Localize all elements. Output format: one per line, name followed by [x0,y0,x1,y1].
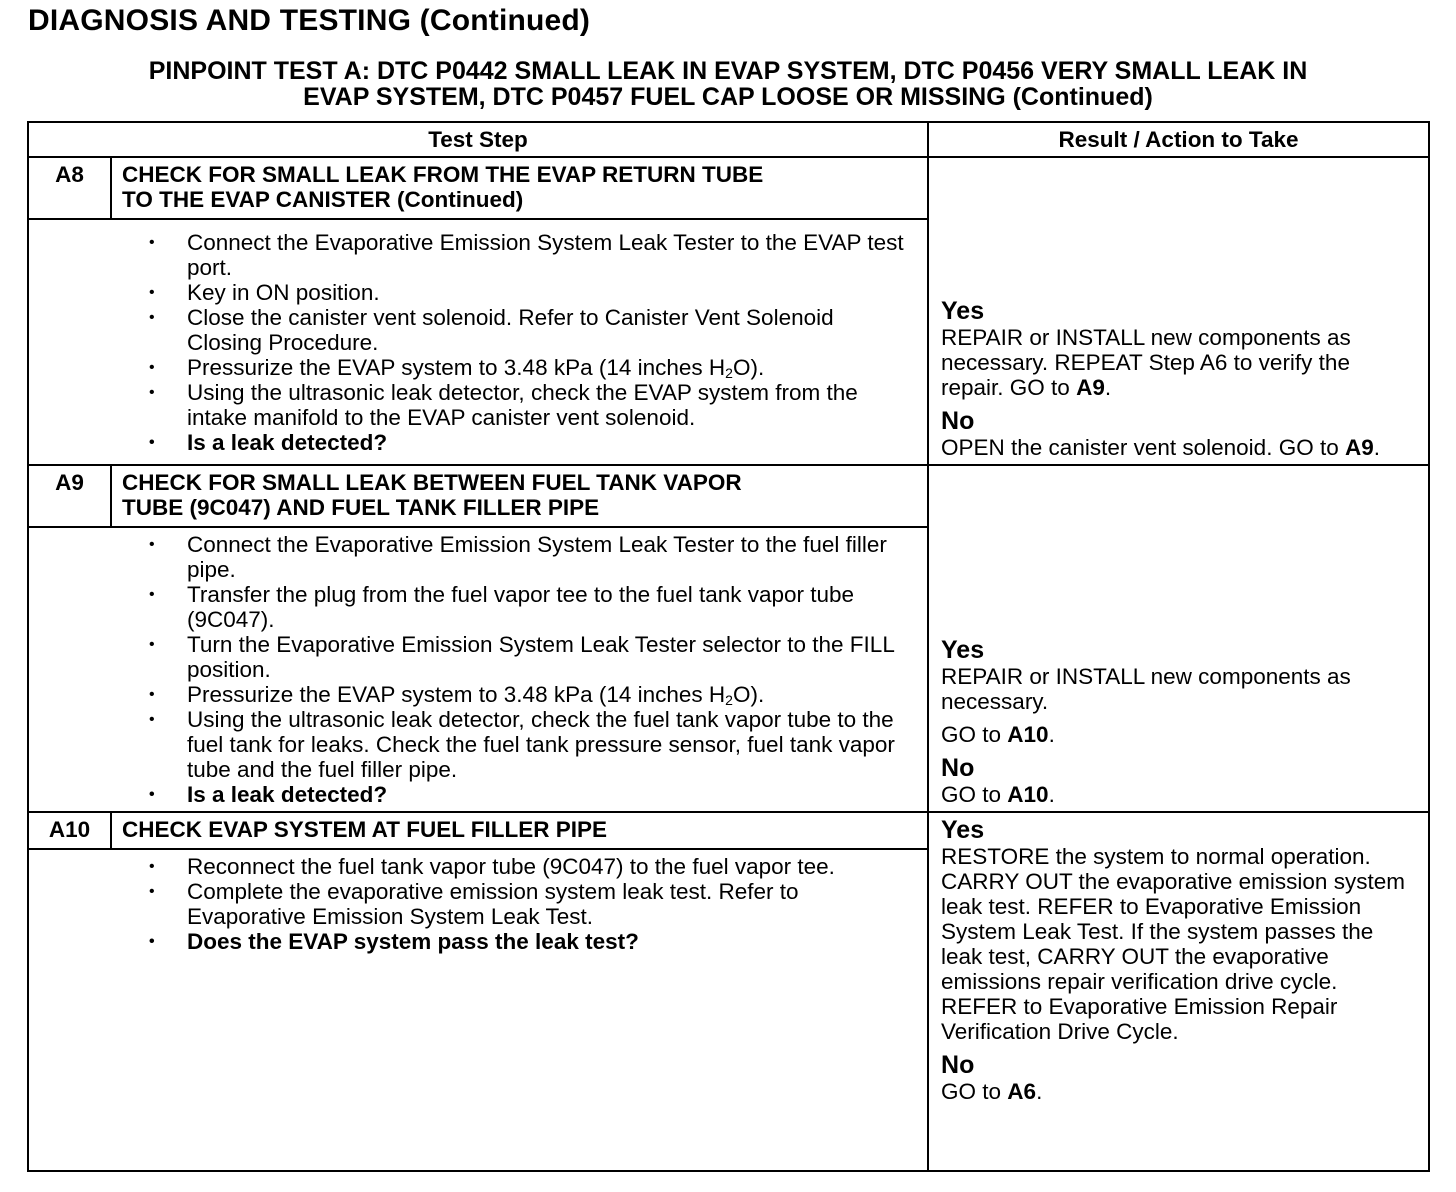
list-item: • Complete the evaporative emission system leak test. Refer to Evaporative Emission System Leak Test. [147,879,911,929]
instruction-list [147,230,911,455]
step-a8-result [928,157,1429,465]
header-test-step: Test Step [28,122,928,157]
step-a8-instructions [28,219,928,465]
list-item: • Using the ultrasonic leak detector, check the EVAP system from the intake manifold to the EVAP canister vent solenoid. [147,380,911,430]
step-heading-line: CHECK FOR SMALL LEAK FROM THE EVAP RETURN TUBE [122,162,764,187]
yes-label: Yes [941,636,985,664]
step-id: A10 [28,812,111,849]
instruction-list [147,532,911,807]
step-heading-line: TO THE EVAP CANISTER (Continued) [122,187,524,212]
step-a8-heading-row [28,157,1429,219]
yes-action: RESTORE the system to normal operation. CARRY OUT the evaporative emission system leak test. REFER to Evaporative Emission System Leak Test. If the system passes the leak test, CARRY OUT the evaporative emissions repair verification drive cycle. REFER to Evaporative Emission Repair Verification Drive Cycle. [941,844,1405,1044]
step-a10-result [928,812,1429,1171]
list-item: • Connect the Evaporative Emission System Leak Tester to the EVAP test port. [147,230,911,280]
pinpoint-test-title [28,58,1428,110]
step-reference: A10 [1007,782,1049,807]
step-id: A9 [28,465,111,527]
no-label: No [941,407,975,435]
step-reference: A6 [1007,1079,1037,1104]
list-item: • Pressurize the EVAP system to 3.48 kPa (14 inches $H_2O$). [147,682,911,707]
list-item: • Turn the Evaporative Emission System Leak Tester selector to the FILL position. [147,632,911,682]
header-result-action: Result / Action to Take [928,122,1429,157]
list-item: • Transfer the plug from the fuel vapor tee to the fuel tank vapor tube (9C047). [147,582,911,632]
step-id: A8 [28,157,111,219]
step-a10-instructions [28,849,928,1171]
step-question: • Does the EVAP system pass the leak test? [147,929,911,954]
step-heading [111,157,928,219]
step-question: • Is a leak detected? [147,782,911,807]
list-item: • Using the ultrasonic leak detector, check the fuel tank vapor tube to the fuel tank for leaks. Check the fuel tank pressure sensor, fuel tank vapor tube and the fuel filler pipe. [147,707,911,782]
step-a9-heading-row [28,465,1429,527]
no-action: OPEN the canister vent solenoid. GO to A9. [941,435,1380,460]
yes-label: Yes [941,816,985,844]
test-title-line-1: PINPOINT TEST A: DTC P0442 SMALL LEAK IN EVAP SYSTEM, DTC P0456 VERY SMALL LEAK IN [148,57,1308,85]
step-heading [111,465,928,527]
list-item: • Pressurize the EVAP system to 3.48 kPa (14 inches $H_2O$). [147,355,911,380]
step-a9-result [928,465,1429,812]
no-action: GO to A6. [941,1079,1043,1104]
list-item: • Reconnect the fuel tank vapor tube (9C047) to the fuel vapor tee. [147,854,911,879]
yes-action: REPAIR or INSTALL new components as necessary. REPEAT Step A6 to verify the repair. GO to A9. [941,325,1351,400]
step-a10-heading-row [28,812,1429,849]
instruction-list [147,854,911,954]
goto-action: GO to A10. [941,722,1055,747]
step-heading-line: TUBE (9C047) AND FUEL TANK FILLER PIPE [122,495,600,520]
test-title-line-2: EVAP SYSTEM, DTC P0457 FUEL CAP LOOSE OR MISSING (Continued) [303,83,1153,111]
step-a9-instructions [28,527,928,812]
step-heading-line: CHECK EVAP SYSTEM AT FUEL FILLER PIPE [122,817,608,842]
step-heading-line: CHECK FOR SMALL LEAK BETWEEN FUEL TANK VAPOR [122,470,742,495]
no-label: No [941,1051,975,1079]
yes-action: REPAIR or INSTALL new components as necessary. [941,664,1351,714]
list-item: • Key in ON position. [147,280,911,305]
yes-label: Yes [941,297,985,325]
step-reference: A9 [1344,435,1374,460]
pinpoint-test-table [27,121,1430,1172]
step-question: • Is a leak detected? [147,430,911,455]
step-heading [111,812,928,849]
no-action: GO to A10. [941,782,1055,807]
list-item: • Connect the Evaporative Emission System Leak Tester to the fuel filler pipe. [147,532,911,582]
step-reference: A10 [1007,722,1049,747]
table-header-row [28,122,1429,157]
no-label: No [941,754,975,782]
step-reference: A9 [1076,375,1105,400]
list-item: • Close the canister vent solenoid. Refer to Canister Vent Solenoid Closing Procedure. [147,305,911,355]
page-title: DIAGNOSIS AND TESTING (Continued) [28,4,591,37]
